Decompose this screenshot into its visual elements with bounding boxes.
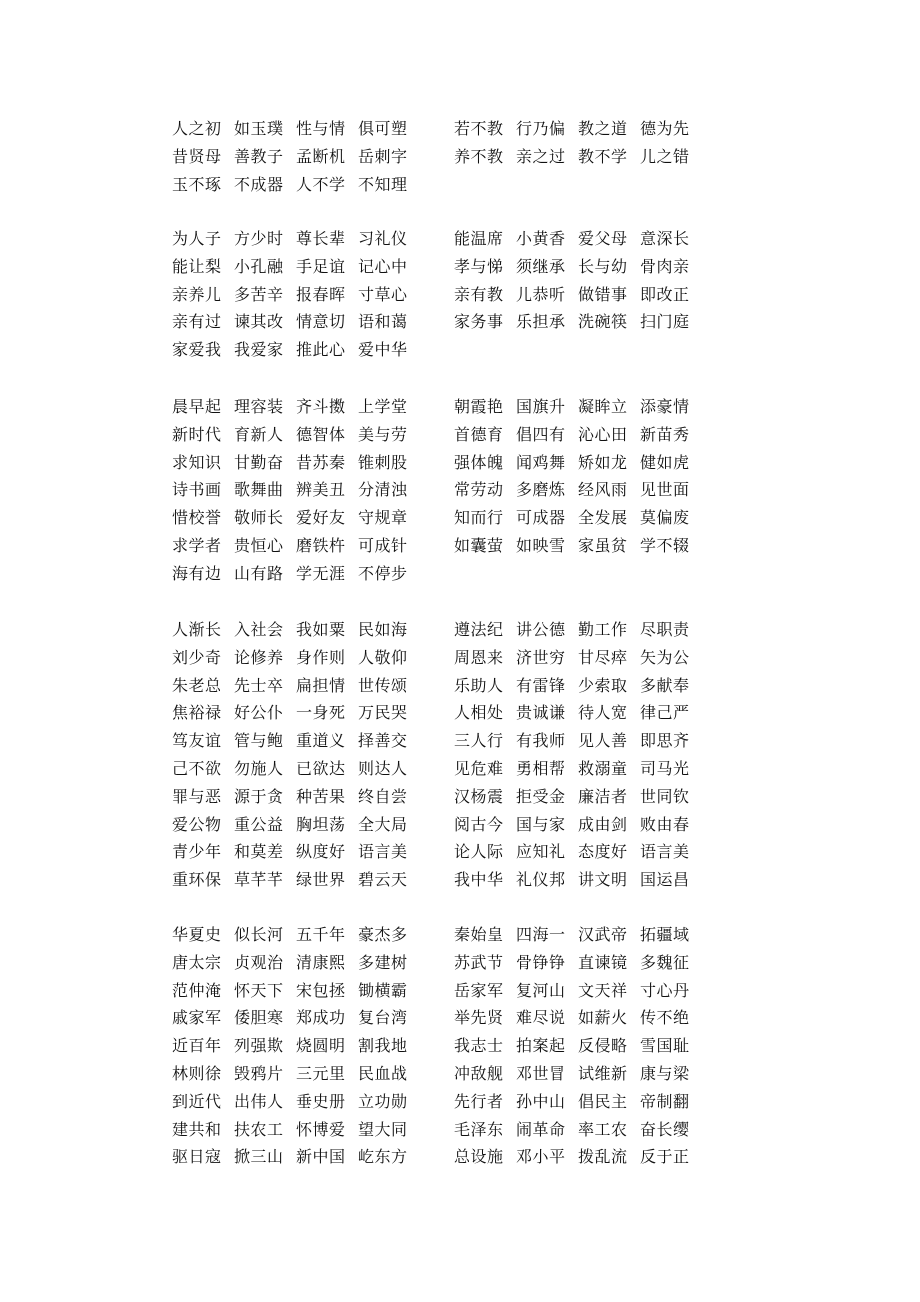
verse-phrase: 刘少奇 — [172, 647, 222, 667]
verse-phrase: 儿之错 — [640, 146, 690, 166]
verse-phrase: 试维新 — [578, 1063, 628, 1083]
verse-phrase: 诗书画 — [172, 480, 222, 500]
verse-phrase: 青少年 — [172, 842, 222, 862]
verse-phrase: 烧圆明 — [296, 1036, 346, 1056]
verse-phrase: 即思齐 — [640, 731, 690, 751]
verse-line — [172, 1062, 732, 1090]
verse-phrase: 拒受金 — [516, 786, 566, 806]
verse-phrase: 孟断机 — [296, 146, 346, 166]
verse-phrase: 教之道 — [578, 119, 628, 138]
verse-phrase: 海有边 — [172, 563, 222, 583]
verse-phrase: 闻鸡舞 — [516, 452, 566, 472]
verse-phrase: 上学堂 — [358, 397, 408, 416]
verse-phrase: 孙中山 — [516, 1091, 566, 1111]
verse-phrase: 重环保 — [172, 870, 222, 890]
verse-phrase: 甘尽瘁 — [578, 647, 628, 667]
verse-phrase: 倡民主 — [578, 1091, 628, 1111]
verse-phrase: 态度好 — [578, 842, 628, 862]
verse-phrase: 亲有过 — [172, 312, 222, 332]
verse-phrase: 莫偏废 — [640, 508, 690, 528]
verse-phrase: 推此心 — [296, 340, 346, 360]
verse-phrase: 清康熙 — [296, 952, 346, 972]
verse-line — [172, 1034, 732, 1062]
verse-phrase: 不停步 — [358, 563, 408, 583]
verse-phrase: 德智体 — [296, 424, 346, 444]
verse-phrase: 草芊芊 — [234, 870, 284, 890]
verse-phrase: 求知识 — [172, 452, 222, 472]
verse-phrase: 寸草心 — [358, 284, 408, 304]
verse-phrase: 见世面 — [640, 480, 690, 500]
verse-phrase: 近百年 — [172, 1036, 222, 1056]
verse-phrase: 遵法纪 — [454, 620, 504, 639]
verse-phrase: 国运昌 — [640, 870, 690, 890]
verse-phrase: 身作则 — [296, 647, 346, 667]
verse-phrase: 朱老总 — [172, 675, 222, 695]
verse-phrase: 唐太宗 — [172, 952, 222, 972]
verse-phrase: 绿世界 — [296, 870, 346, 890]
verse-phrase: 四海一 — [516, 925, 566, 944]
verse-phrase: 扶农工 — [234, 1119, 284, 1139]
verse-phrase: 我爱家 — [234, 340, 284, 360]
verse-phrase: 管与鲍 — [234, 731, 284, 751]
verse-phrase: 守规章 — [358, 508, 408, 528]
verse-phrase: 一身死 — [296, 703, 346, 723]
verse-phrase: 新苗秀 — [640, 424, 690, 444]
verse-phrase: 万民哭 — [358, 703, 408, 723]
verse-phrase: 小黄香 — [516, 229, 566, 248]
verse-phrase: 敬师长 — [234, 508, 284, 528]
verse-line — [172, 1145, 732, 1173]
verse-phrase: 多献奉 — [640, 675, 690, 695]
verse-phrase: 到近代 — [172, 1091, 222, 1111]
verse-phrase: 我中华 — [454, 870, 504, 890]
verse-phrase: 养不教 — [454, 146, 504, 166]
verse-phrase: 知而行 — [454, 508, 504, 528]
verse-phrase: 倡四有 — [516, 424, 566, 444]
verse-phrase: 周恩来 — [454, 647, 504, 667]
verse-phrase: 爱公物 — [172, 814, 222, 834]
verse-phrase: 人之初 — [172, 119, 222, 138]
verse-phrase: 多建树 — [358, 952, 408, 972]
verse-phrase: 爱好友 — [296, 508, 346, 528]
verse-line — [172, 979, 732, 1007]
stanza — [172, 117, 732, 200]
verse-line — [172, 506, 732, 534]
verse-phrase: 少索取 — [578, 675, 628, 695]
verse-phrase: 亲之过 — [516, 146, 566, 166]
verse-line — [172, 117, 732, 145]
verse-phrase: 长与幼 — [578, 256, 628, 276]
verse-phrase: 总设施 — [454, 1147, 504, 1167]
verse-phrase: 笃友谊 — [172, 731, 222, 751]
verse-phrase: 汉武帝 — [578, 925, 628, 944]
verse-line — [172, 674, 732, 702]
verse-phrase: 多磨炼 — [516, 480, 566, 500]
verse-phrase: 范仲淹 — [172, 980, 222, 1000]
verse-phrase: 邓世冒 — [516, 1063, 566, 1083]
verse-phrase: 拍案起 — [516, 1036, 566, 1056]
verse-phrase: 冲敌舰 — [454, 1063, 504, 1083]
verse-phrase: 家虽贫 — [578, 535, 628, 555]
verse-phrase: 宋包拯 — [296, 980, 346, 1000]
verse-phrase: 建共和 — [172, 1119, 222, 1139]
verse-phrase: 终自尝 — [358, 786, 408, 806]
verse-phrase: 做错事 — [578, 284, 628, 304]
verse-phrase: 人敬仰 — [358, 647, 408, 667]
verse-phrase: 如薪火 — [578, 1008, 628, 1028]
verse-phrase: 昔贤母 — [172, 146, 222, 166]
verse-phrase: 苏武节 — [454, 952, 504, 972]
verse-phrase: 入社会 — [234, 620, 284, 639]
verse-phrase: 须继承 — [516, 256, 566, 276]
verse-phrase: 学无涯 — [296, 563, 346, 583]
verse-phrase: 传不绝 — [640, 1008, 690, 1028]
verse-phrase: 全大局 — [358, 814, 408, 834]
verse-phrase: 焦裕禄 — [172, 703, 222, 723]
verse-phrase: 重公益 — [234, 814, 284, 834]
verse-line — [172, 813, 732, 841]
verse-phrase: 健如虎 — [640, 452, 690, 472]
verse-phrase: 强体魄 — [454, 452, 504, 472]
verse-phrase: 立功勋 — [358, 1091, 408, 1111]
verse-line — [172, 868, 732, 896]
verse-phrase: 惜校誉 — [172, 508, 222, 528]
verse-phrase: 全发展 — [578, 508, 628, 528]
verse-phrase: 意深长 — [640, 229, 690, 248]
verse-phrase: 见人善 — [578, 731, 628, 751]
verse-phrase: 割我地 — [358, 1036, 408, 1056]
stanza — [172, 923, 732, 1173]
verse-line — [172, 310, 732, 338]
verse-phrase: 晨早起 — [172, 397, 222, 416]
verse-phrase: 国与家 — [516, 814, 566, 834]
verse-phrase: 有我师 — [516, 731, 566, 751]
verse-phrase: 怀天下 — [234, 980, 284, 1000]
verse-line — [172, 1090, 732, 1118]
verse-phrase: 邓小平 — [516, 1147, 566, 1167]
verse-phrase: 三人行 — [454, 731, 504, 751]
verse-phrase: 掀三山 — [234, 1147, 284, 1167]
verse-phrase: 胸坦荡 — [296, 814, 346, 834]
verse-phrase: 沁心田 — [578, 424, 628, 444]
verse-phrase: 语和蔼 — [358, 312, 408, 332]
verse-phrase: 美与劳 — [358, 424, 408, 444]
verse-phrase: 郑成功 — [296, 1008, 346, 1028]
verse-phrase: 矢为公 — [640, 647, 690, 667]
verse-phrase: 五千年 — [296, 925, 346, 944]
verse-phrase: 锄横霸 — [358, 980, 408, 1000]
verse-phrase: 性与情 — [296, 119, 346, 138]
verse-phrase: 民血战 — [358, 1063, 408, 1083]
verse-phrase: 语言美 — [640, 842, 690, 862]
verse-phrase: 教不学 — [578, 146, 628, 166]
verse-line — [172, 227, 732, 255]
verse-phrase: 岳家军 — [454, 980, 504, 1000]
verse-phrase: 扁担情 — [296, 675, 346, 695]
verse-line — [172, 923, 732, 951]
verse-phrase: 论人际 — [454, 842, 504, 862]
verse-phrase: 甘勤奋 — [234, 452, 284, 472]
verse-line — [172, 1118, 732, 1146]
verse-phrase: 驱日寇 — [172, 1147, 222, 1167]
verse-phrase: 拓疆域 — [640, 925, 690, 944]
verse-phrase: 朝霞艳 — [454, 397, 504, 416]
verse-phrase: 孝与悌 — [454, 256, 504, 276]
verse-phrase: 分清浊 — [358, 480, 408, 500]
verse-phrase: 扫门庭 — [640, 312, 690, 332]
verse-phrase: 司马光 — [640, 758, 690, 778]
verse-line — [172, 338, 732, 366]
verse-phrase: 毁鸦片 — [234, 1063, 284, 1083]
verse-phrase: 帝制翻 — [640, 1091, 690, 1111]
verse-phrase: 则达人 — [358, 758, 408, 778]
verse-phrase: 谏其改 — [234, 312, 284, 332]
verse-phrase: 亲有教 — [454, 284, 504, 304]
verse-phrase: 经风雨 — [578, 480, 628, 500]
verse-phrase: 如映雪 — [516, 535, 566, 555]
verse-phrase: 律己严 — [640, 703, 690, 723]
verse-line — [172, 840, 732, 868]
verse-phrase: 出伟人 — [234, 1091, 284, 1111]
verse-phrase: 见危难 — [454, 758, 504, 778]
verse-phrase: 列强欺 — [234, 1036, 284, 1056]
verse-phrase: 求学者 — [172, 535, 222, 555]
verse-phrase: 举先贤 — [454, 1008, 504, 1028]
verse-phrase: 林则徐 — [172, 1063, 222, 1083]
verse-phrase: 望大同 — [358, 1119, 408, 1139]
verse-phrase: 齐斗擞 — [296, 397, 346, 416]
verse-phrase: 如囊萤 — [454, 535, 504, 555]
verse-phrase: 能温席 — [454, 229, 504, 248]
verse-phrase: 骨铮铮 — [516, 952, 566, 972]
verse-phrase: 可成器 — [516, 508, 566, 528]
verse-phrase: 反侵略 — [578, 1036, 628, 1056]
verse-line — [172, 701, 732, 729]
verse-phrase: 勤工作 — [578, 620, 628, 639]
verse-phrase: 亲养儿 — [172, 284, 222, 304]
verse-phrase: 磨铁杵 — [296, 535, 346, 555]
verse-phrase: 国旗升 — [516, 397, 566, 416]
verse-phrase: 好公仆 — [234, 703, 284, 723]
verse-phrase: 寸心丹 — [640, 980, 690, 1000]
verse-phrase: 雪国耻 — [640, 1036, 690, 1056]
verse-phrase: 洗碗筷 — [578, 312, 628, 332]
verse-phrase: 为人子 — [172, 229, 222, 248]
verse-phrase: 若不教 — [454, 119, 504, 138]
verse-line — [172, 951, 732, 979]
verse-phrase: 垂史册 — [296, 1091, 346, 1111]
verse-phrase: 反于正 — [640, 1147, 690, 1167]
verse-phrase: 家爱我 — [172, 340, 222, 360]
verse-phrase: 毛泽东 — [454, 1119, 504, 1139]
verse-line — [172, 757, 732, 785]
verse-phrase: 育新人 — [234, 424, 284, 444]
verse-phrase: 廉洁者 — [578, 786, 628, 806]
verse-phrase: 我如粟 — [296, 620, 346, 639]
verse-phrase: 习礼仪 — [358, 229, 408, 248]
verse-line — [172, 534, 732, 562]
verse-phrase: 报春晖 — [296, 284, 346, 304]
verse-phrase: 能让梨 — [172, 256, 222, 276]
verse-phrase: 败由春 — [640, 814, 690, 834]
verse-phrase: 奋长缨 — [640, 1119, 690, 1139]
verse-phrase: 已欲达 — [296, 758, 346, 778]
verse-phrase: 文天祥 — [578, 980, 628, 1000]
verse-phrase: 歌舞曲 — [234, 480, 284, 500]
verse-line — [172, 283, 732, 311]
verse-phrase: 辨美丑 — [296, 480, 346, 500]
verse-phrase: 勿施人 — [234, 758, 284, 778]
verse-phrase: 先士卒 — [234, 675, 284, 695]
stanza — [172, 227, 732, 366]
verse-phrase: 手足谊 — [296, 256, 346, 276]
verse-phrase: 尽职责 — [640, 620, 690, 639]
verse-phrase: 率工农 — [578, 1119, 628, 1139]
verse-phrase: 有雷锋 — [516, 675, 566, 695]
verse-phrase: 民如海 — [358, 620, 408, 639]
verse-phrase: 济世穷 — [516, 647, 566, 667]
verse-phrase: 善教子 — [234, 146, 284, 166]
verse-phrase: 豪杰多 — [358, 925, 408, 944]
verse-line — [172, 145, 732, 173]
verse-phrase: 汉杨震 — [454, 786, 504, 806]
verse-phrase: 难尽说 — [516, 1008, 566, 1028]
verse-phrase: 小孔融 — [234, 256, 284, 276]
verse-phrase: 阅古今 — [454, 814, 504, 834]
verse-phrase: 论修养 — [234, 647, 284, 667]
verse-phrase: 屹东方 — [358, 1147, 408, 1167]
verse-line — [172, 395, 732, 423]
verse-phrase: 人不学 — [296, 174, 346, 194]
verse-phrase: 爱中华 — [358, 340, 408, 360]
verse-phrase: 矫如龙 — [578, 452, 628, 472]
verse-phrase: 如玉璞 — [234, 119, 284, 138]
verse-phrase: 讲公德 — [516, 620, 566, 639]
verse-phrase: 不成器 — [234, 174, 284, 194]
verse-phrase: 贵诚谦 — [516, 703, 566, 723]
stanza — [172, 395, 732, 590]
verse-phrase: 成由剑 — [578, 814, 628, 834]
verse-phrase: 闹革命 — [516, 1119, 566, 1139]
verse-phrase: 礼仪邦 — [516, 870, 566, 890]
verse-phrase: 多苦辛 — [234, 284, 284, 304]
verse-phrase: 救溺童 — [578, 758, 628, 778]
verse-phrase: 行乃偏 — [516, 119, 566, 138]
verse-phrase: 择善交 — [358, 731, 408, 751]
verse-line — [172, 729, 732, 757]
verse-phrase: 即改正 — [640, 284, 690, 304]
verse-line — [172, 173, 732, 201]
verse-phrase: 添豪情 — [640, 397, 690, 416]
verse-line — [172, 423, 732, 451]
verse-phrase: 昔苏秦 — [296, 452, 346, 472]
verse-phrase: 秦始皇 — [454, 925, 504, 944]
verse-phrase: 己不欲 — [172, 758, 222, 778]
verse-phrase: 新时代 — [172, 424, 222, 444]
verse-phrase: 岳刺字 — [358, 146, 408, 166]
verse-phrase: 源于贪 — [234, 786, 284, 806]
verse-line — [172, 255, 732, 283]
verse-phrase: 世传颂 — [358, 675, 408, 695]
verse-phrase: 记心中 — [358, 256, 408, 276]
verse-phrase: 多魏征 — [640, 952, 690, 972]
verse-phrase: 山有路 — [234, 563, 284, 583]
verse-phrase: 纵度好 — [296, 842, 346, 862]
verse-phrase: 碧云天 — [358, 870, 408, 890]
verse-line — [172, 1006, 732, 1034]
verse-phrase: 人相处 — [454, 703, 504, 723]
verse-phrase: 倭胆寒 — [234, 1008, 284, 1028]
verse-line — [172, 785, 732, 813]
verse-phrase: 待人宽 — [578, 703, 628, 723]
verse-phrase: 凝眸立 — [578, 397, 628, 416]
verse-phrase: 情意切 — [296, 312, 346, 332]
stanza — [172, 618, 732, 896]
verse-phrase: 可成针 — [358, 535, 408, 555]
verse-phrase: 俱可塑 — [358, 119, 408, 138]
verse-phrase: 罪与恶 — [172, 786, 222, 806]
verse-phrase: 重道义 — [296, 731, 346, 751]
verse-phrase: 先行者 — [454, 1091, 504, 1111]
verse-phrase: 常劳动 — [454, 480, 504, 500]
verse-phrase: 和莫差 — [234, 842, 284, 862]
verse-phrase: 康与梁 — [640, 1063, 690, 1083]
verse-phrase: 世同钦 — [640, 786, 690, 806]
verse-phrase: 贵恒心 — [234, 535, 284, 555]
verse-phrase: 尊长辈 — [296, 229, 346, 248]
verse-phrase: 种苦果 — [296, 786, 346, 806]
verse-phrase: 理容装 — [234, 397, 284, 416]
verse-phrase: 家务事 — [454, 312, 504, 332]
verse-phrase: 戚家军 — [172, 1008, 222, 1028]
verse-phrase: 似长河 — [234, 925, 284, 944]
verse-phrase: 不知理 — [358, 174, 408, 194]
verse-phrase: 学不辍 — [640, 535, 690, 555]
verse-phrase: 贞观治 — [234, 952, 284, 972]
verse-phrase: 骨肉亲 — [640, 256, 690, 276]
verse-phrase: 儿恭听 — [516, 284, 566, 304]
verse-phrase: 语言美 — [358, 842, 408, 862]
verse-phrase: 乐助人 — [454, 675, 504, 695]
verse-line — [172, 478, 732, 506]
verse-phrase: 勇相帮 — [516, 758, 566, 778]
verse-phrase: 人渐长 — [172, 620, 222, 639]
verse-phrase: 复河山 — [516, 980, 566, 1000]
verse-phrase: 怀博爱 — [296, 1119, 346, 1139]
verse-phrase: 讲文明 — [578, 870, 628, 890]
verse-phrase: 爱父母 — [578, 229, 628, 248]
verse-line — [172, 646, 732, 674]
verse-phrase: 我志士 — [454, 1036, 504, 1056]
verse-phrase: 锥刺股 — [358, 452, 408, 472]
verse-phrase: 拨乱流 — [578, 1147, 628, 1167]
verse-phrase: 乐担承 — [516, 312, 566, 332]
verse-phrase: 方少时 — [234, 229, 284, 248]
verse-phrase: 直谏镜 — [578, 952, 628, 972]
verse-phrase: 华夏史 — [172, 925, 222, 944]
verse-line — [172, 562, 732, 590]
verse-phrase: 玉不琢 — [172, 174, 222, 194]
verse-phrase: 首德育 — [454, 424, 504, 444]
verse-phrase: 复台湾 — [358, 1008, 408, 1028]
verse-phrase: 应知礼 — [516, 842, 566, 862]
verse-phrase: 德为先 — [640, 119, 690, 138]
verse-phrase: 三元里 — [296, 1063, 346, 1083]
verse-line — [172, 618, 732, 646]
verse-phrase: 新中国 — [296, 1147, 346, 1167]
verse-line — [172, 451, 732, 479]
